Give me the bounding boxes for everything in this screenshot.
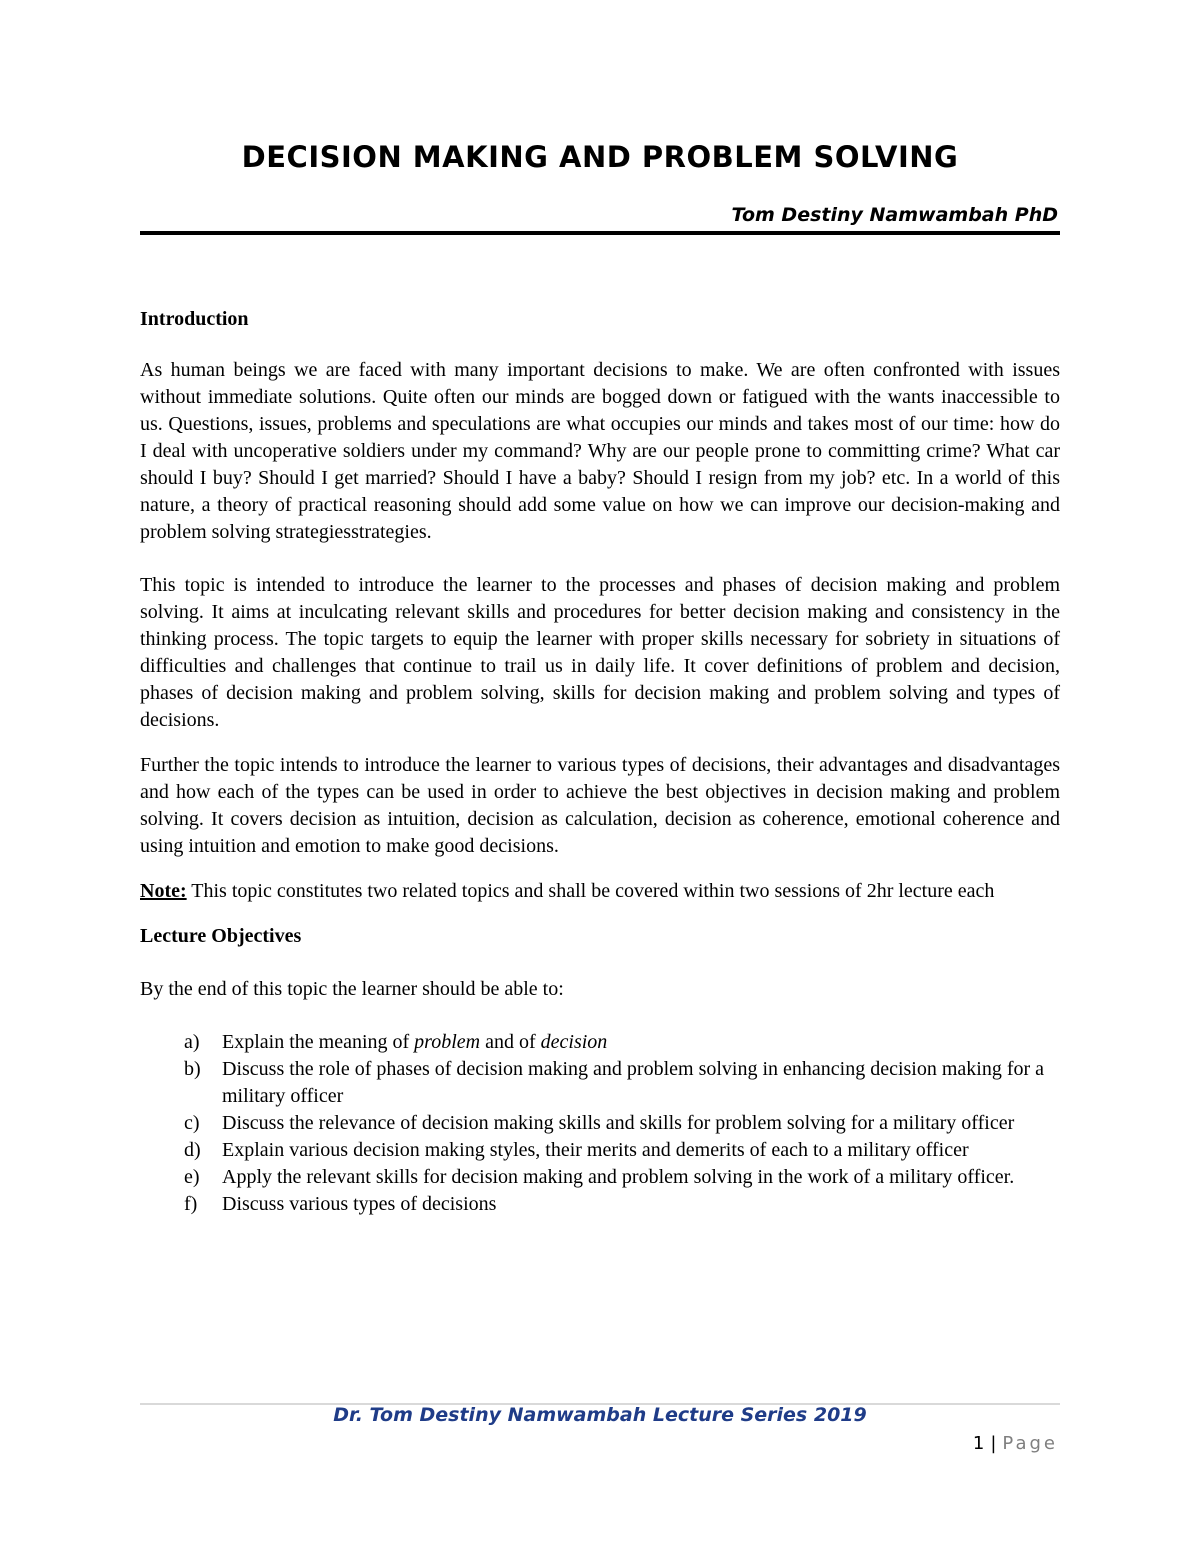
intro-paragraph-3: Further the topic intends to introduce the learner to various types of decisions, their advantages and disadvantages and how each of the types can be used in order to achieve the best objectives in decision making and problem solving. It covers decision as intuition, decision as calculation, decision as coherence, emotional coherence and using intuition and emotion to make good decisions. [140, 754, 1060, 857]
objective-item: b) Discuss the role of phases of decision making and problem solving in enhancing decision making for a military officer [184, 1058, 1045, 1107]
list-marker: c) [184, 1112, 200, 1134]
list-marker: b) [184, 1058, 201, 1080]
page-number: 1 | Page [972, 1433, 1058, 1454]
intro-paragraph-1: As human beings we are faced with many important decisions to make. We are often confronted with issues without immediate solutions. Quite often our minds are bogged down or fatigued with the wants inaccessible to us. Questions, issues, problems and speculations are what occupies our minds and takes most of our time: how do I deal with uncoperative soldiers under my command? Why are our people prone to committing crime? What car should I buy? Should I get married? Should I have a baby? Should I resign from my job? etc. In a world of this nature, a theory of practical reasoning should add some value on how we can improve our decision-making and problem solving strategiesstrategies. [140, 359, 1060, 543]
list-marker: e) [184, 1166, 200, 1188]
note-text: This topic constitutes two related topics and shall be covered within two sessions of 2hr lecture each [186, 880, 995, 902]
note-paragraph [140, 878, 1060, 905]
objective-item: c) Discuss the relevance of decision making skills and skills for problem solving for a military officer [140, 1110, 1060, 1137]
list-marker: a) [184, 1031, 200, 1053]
objectives-lead: By the end of this topic the learner should be able to: [140, 978, 564, 1000]
document-body [140, 306, 1060, 1218]
document-title: DECISION MAKING AND PROBLEM SOLVING [241, 140, 959, 174]
author-name: Tom Destiny Namwambah PhD [731, 204, 1058, 226]
objective-item: a) Explain the meaning of problem and of decision [140, 1029, 1060, 1056]
footer-series: Dr. Tom Destiny Namwambah Lecture Series 2019 [333, 1404, 867, 1426]
introduction-heading: Introduction [140, 308, 249, 330]
list-marker: d) [184, 1139, 201, 1161]
objectives-list [140, 1029, 1060, 1218]
list-marker: f) [184, 1193, 198, 1215]
objective-item: e) Apply the relevant skills for decision making and problem solving in the work of a military officer. [140, 1164, 1060, 1191]
header-rule [140, 231, 1060, 235]
intro-paragraph-2: This topic is intended to introduce the learner to the processes and phases of decision making and problem solving. It aims at inculcating relevant skills and procedures for better decision making and consistency in the thinking process. The topic targets to equip the learner with proper skills necessary for sobriety in situations of difficulties and challenges that continue to trail us in daily life. It cover definitions of problem and decision, phases of decision making and problem solving, skills for decision making and problem solving and types of decisions. [140, 574, 1060, 731]
note-label: Note: [140, 880, 187, 902]
objective-item: f) Discuss various types of decisions [140, 1191, 1060, 1218]
objectives-heading: Lecture Objectives [140, 925, 302, 947]
objective-item: d) Explain various decision making styles, their merits and demerits of each to a military officer [140, 1137, 1060, 1164]
